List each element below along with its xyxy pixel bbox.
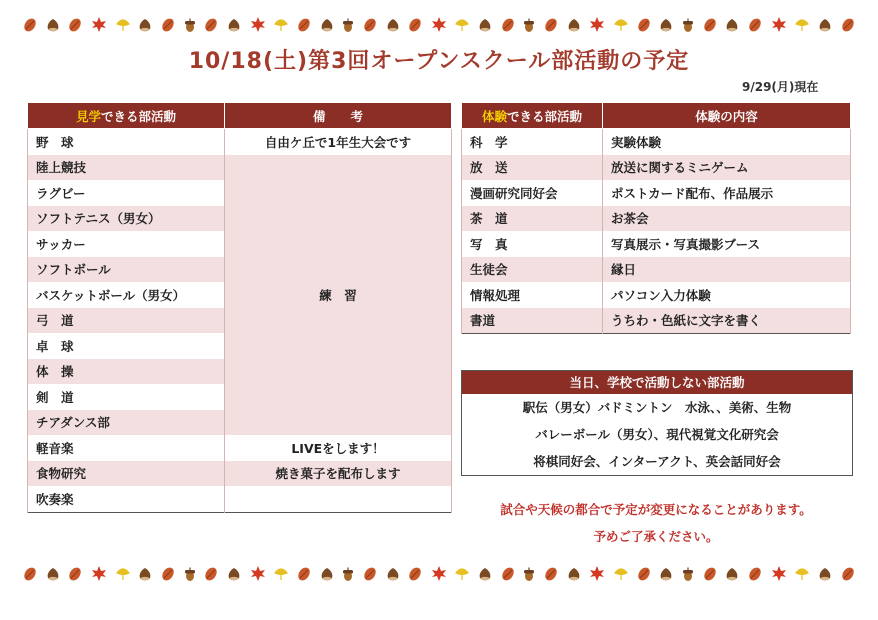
club-name: 写 真 [462, 231, 603, 257]
maple-leaf-icon [588, 16, 606, 34]
chestnut-icon [724, 17, 740, 33]
club-name: 放 送 [462, 155, 603, 181]
trial-content: 写真展示・写真撮影ブース [603, 231, 851, 257]
club-name: 吹奏楽 [28, 486, 225, 512]
chestnut-icon [817, 17, 833, 33]
ginkgo-leaf-icon [273, 17, 289, 33]
chestnut-icon [226, 566, 242, 582]
maple-leaf-icon [90, 16, 108, 34]
club-name: サッカー [28, 231, 225, 257]
trial-header-content: 体験の内容 [603, 103, 851, 129]
acorn-icon [183, 566, 197, 582]
table-row [462, 155, 851, 181]
maple-leaf-icon [249, 16, 267, 34]
ginkgo-leaf-icon [613, 566, 629, 582]
ginkgo-leaf-icon [454, 17, 470, 33]
table-row [462, 282, 851, 308]
ginkgo-leaf-icon [794, 566, 810, 582]
leaf-icon [407, 566, 423, 582]
acorn-icon [341, 17, 355, 33]
maple-leaf-icon [90, 565, 108, 583]
chestnut-icon [658, 17, 674, 33]
inactive-clubs-line: 将棋同好会、インターアクト、英会話同好会 [533, 454, 781, 469]
table-row [462, 308, 851, 334]
leaf-icon [22, 17, 38, 33]
chestnut-icon [319, 17, 335, 33]
table-row [462, 180, 851, 206]
club-note: LIVEをします！ [225, 435, 452, 461]
ginkgo-leaf-icon [115, 566, 131, 582]
visit-table-header [28, 103, 452, 129]
club-name: チアダンス部 [28, 410, 225, 436]
club-name: 科 学 [462, 129, 603, 155]
chestnut-icon [45, 566, 61, 582]
club-name: 書道 [462, 308, 603, 334]
apology-notice: 予めご了承ください。 [593, 529, 719, 544]
club-name: 情報処理 [462, 282, 603, 308]
trial-table-header [462, 103, 851, 129]
club-name: ソフトテニス（男女） [28, 206, 225, 232]
club-name: 野 球 [28, 129, 225, 155]
chestnut-icon [137, 17, 153, 33]
trial-content: ポストカード配布、作品展示 [603, 180, 851, 206]
leaf-icon [203, 566, 219, 582]
leaf-icon [67, 566, 83, 582]
leaf-icon [362, 17, 378, 33]
maple-leaf-icon [770, 16, 788, 34]
chestnut-icon [226, 17, 242, 33]
chestnut-icon [566, 566, 582, 582]
club-note [225, 486, 452, 512]
maple-leaf-icon [430, 16, 448, 34]
club-name: 軽音楽 [28, 435, 225, 461]
chestnut-icon [319, 566, 335, 582]
table-row [28, 486, 452, 512]
club-note: 自由ケ丘で1年生大会です [225, 129, 452, 155]
chestnut-icon [477, 566, 493, 582]
club-note: 焼き菓子を配布します [225, 461, 452, 487]
club-name: 食物研究 [28, 461, 225, 487]
acorn-icon [341, 566, 355, 582]
visit-header-note: 備 考 [225, 103, 452, 129]
maple-leaf-icon [249, 565, 267, 583]
chestnut-icon [724, 566, 740, 582]
table-row [462, 206, 851, 232]
chestnut-icon [385, 17, 401, 33]
page-title: 10/18(土)第3回オープンスクール部活動の予定 [188, 49, 690, 74]
chestnut-icon [658, 566, 674, 582]
trial-content: うちわ・色紙に文字を書く [603, 308, 851, 334]
leaf-icon [500, 17, 516, 33]
leaf-icon [636, 566, 652, 582]
leaf-icon [22, 566, 38, 582]
trial-content: 放送に関するミニゲーム [603, 155, 851, 181]
trial-content: パソコン入力体験 [603, 282, 851, 308]
table-row [462, 231, 851, 257]
leaf-icon [407, 17, 423, 33]
as-of-date: 9/29(月)現在 [742, 80, 819, 94]
schedule-change-notice: 試合や天候の都合で予定が変更になることがあります。 [500, 502, 812, 517]
club-name: 剣 道 [28, 384, 225, 410]
club-name: 卓 球 [28, 333, 225, 359]
leaf-icon [702, 566, 718, 582]
leaf-icon [840, 17, 856, 33]
leaf-icon [160, 566, 176, 582]
trial-clubs-table [461, 102, 851, 334]
inactive-clubs-header: 当日、学校で活動しない部活動 [462, 371, 852, 394]
leaf-icon [67, 17, 83, 33]
trial-content: 実験体験 [603, 129, 851, 155]
chestnut-icon [385, 566, 401, 582]
visit-clubs-table [27, 102, 452, 513]
acorn-icon [183, 17, 197, 33]
maple-leaf-icon [588, 565, 606, 583]
ginkgo-leaf-icon [115, 17, 131, 33]
table-row [462, 257, 851, 283]
chestnut-icon [137, 566, 153, 582]
table-row [28, 461, 452, 487]
leaf-icon [296, 17, 312, 33]
leaf-icon [747, 17, 763, 33]
club-name: 陸上競技 [28, 155, 225, 181]
leaf-icon [636, 17, 652, 33]
leaf-icon [296, 566, 312, 582]
leaf-icon [702, 17, 718, 33]
acorn-icon [522, 17, 536, 33]
club-name: 漫画研究同好会 [462, 180, 603, 206]
leaf-icon [203, 17, 219, 33]
acorn-icon [522, 566, 536, 582]
club-name: 体 操 [28, 359, 225, 385]
trial-content: 縁日 [603, 257, 851, 283]
table-row [28, 155, 452, 181]
chestnut-icon [566, 17, 582, 33]
chestnut-icon [817, 566, 833, 582]
club-name: 生徒会 [462, 257, 603, 283]
leaf-icon [362, 566, 378, 582]
chestnut-icon [45, 17, 61, 33]
club-name: ソフトボール [28, 257, 225, 283]
table-row [462, 129, 851, 155]
leaf-icon [500, 566, 516, 582]
autumn-border-bottom [22, 563, 856, 585]
chestnut-icon [477, 17, 493, 33]
club-name: ラグビー [28, 180, 225, 206]
visit-header-club: 見学できる部活動 [28, 103, 225, 129]
leaf-icon [543, 17, 559, 33]
acorn-icon [681, 566, 695, 582]
table-row [28, 129, 452, 155]
ginkgo-leaf-icon [794, 17, 810, 33]
acorn-icon [681, 17, 695, 33]
leaf-icon [840, 566, 856, 582]
maple-leaf-icon [430, 565, 448, 583]
trial-header-club: 体験できる部活動 [462, 103, 603, 129]
club-note-practice: 練 習 [225, 155, 452, 436]
table-row [28, 435, 452, 461]
inactive-clubs-line: 駅伝（男女）バドミントン 水泳、、美術、生物 [522, 400, 792, 415]
ginkgo-leaf-icon [613, 17, 629, 33]
leaf-icon [747, 566, 763, 582]
leaf-icon [543, 566, 559, 582]
club-name: バスケットボール（男女） [28, 282, 225, 308]
inactive-clubs-box [461, 370, 853, 476]
inactive-clubs-line: バレーボール（男女）、現代視覚文化研究会 [535, 427, 779, 442]
autumn-border-top [22, 14, 856, 36]
leaf-icon [160, 17, 176, 33]
trial-content: お茶会 [603, 206, 851, 232]
club-name: 弓 道 [28, 308, 225, 334]
ginkgo-leaf-icon [273, 566, 289, 582]
maple-leaf-icon [770, 565, 788, 583]
club-name: 茶 道 [462, 206, 603, 232]
ginkgo-leaf-icon [454, 566, 470, 582]
